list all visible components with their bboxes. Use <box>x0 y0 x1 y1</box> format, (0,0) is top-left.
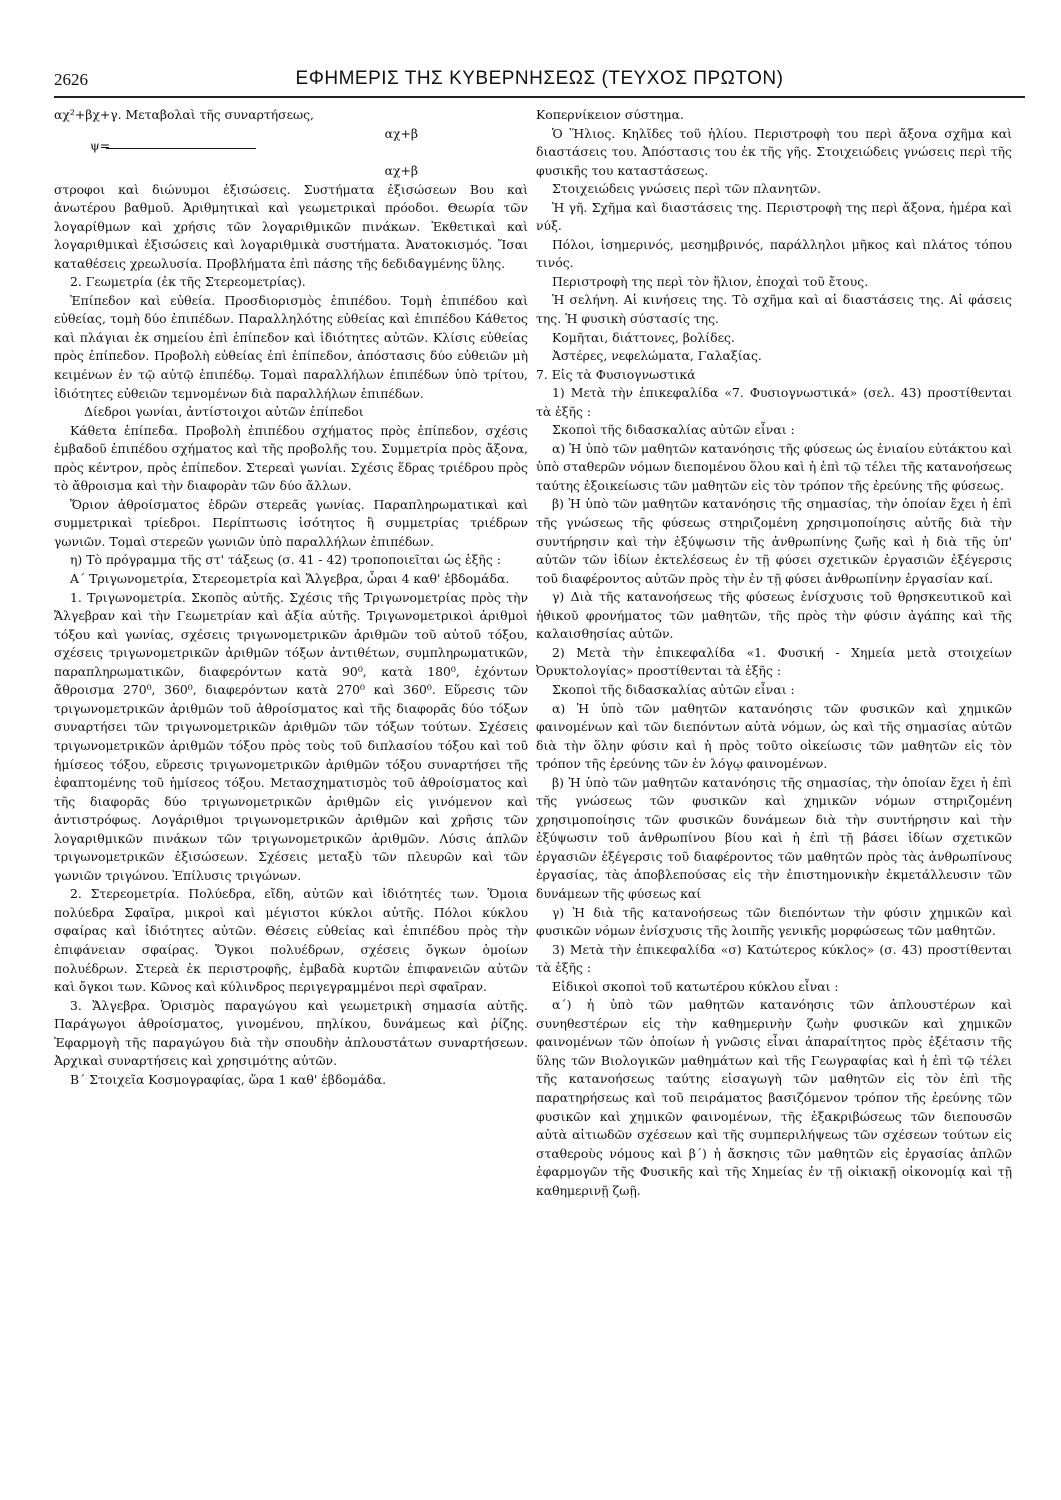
paragraph: Εἰδικοὶ σκοποὶ τοῦ κατωτέρου κύκλου εἶναι : <box>552 978 839 994</box>
paragraph: γ) Ἡ διὰ τῆς κατανοήσεως τῶν διεπόντων τὴν φύσιν χημικῶν καὶ φυσικῶν νόμων ἐνίσχυσις τῆς λοιπῆς γενικῆς μορφώσεως τῶν μαθητῶν. <box>536 904 1012 939</box>
right-column <box>536 106 1012 1476</box>
paragraph: η) Τὸ πρόγραμμα τῆς στ' τάξεως (σ. 41 - 42) τροποποιεῖται ὡς ἑξῆς : <box>70 552 501 568</box>
paragraph: 1. Τριγωνομετρία. Σκοπὸς αὐτῆς. Σχέσις τῆς Τριγωνομετρίας πρὸς τὴν Ἄλγεβραν καὶ τὴν Γεωμετρίαν καὶ ἀξία αὐτῆς. Τριγωνομετρικοὶ ἀριθμοὶ τόξου καὶ γωνίας, σχέσεις τριγωνομετρικῶν ἀριθμῶν τοῦ αὐτοῦ τόξου, σχέσεις τριγωνομετρικῶν ἀριθμῶν τόξων ἀντιθέτων, συμπληρωματικῶν, παραπληρωματικῶν, διαφερόντων κατὰ 90⁰, κατὰ 180⁰, ἐχόντων ἄθροισμα 270⁰, 360⁰, διαφερόντων κατὰ 270⁰ καὶ 360⁰. Εὕρεσις τῶν τριγωνομετρικῶν ἀριθμῶν τοῦ ἀθροίσματος καὶ τῆς διαφορᾶς δύο τόξων συναρτήσει τῶν τριγωνομετρικῶν ἀριθμῶν τῶν τόξων τούτων. Σχέσεις τριγωνομετρικῶν ἀριθμῶν τόξου πρὸς τοὺς τοῦ διπλασίου τόξου καὶ τοῦ ἡμίσεος τόξου, εὕρεσις τριγωνομετρικῶν ἀριθμῶν τόξου συναρτήσει τῆς ἐφαπτομένης τοῦ ἡμίσεος τόξου. Μετασχηματισμὸς τοῦ ἀθροίσματος καὶ τῆς διαφορᾶς δύο τριγωνομετρικῶν ἀριθμῶν εἰς γινόμενον καὶ ἀντιστρόφως. Λογάριθμοι τριγωνομετρικῶν ἀριθμῶν καὶ χρῆσις τῶν λογαριθμικῶν πινάκων τῶν τριγωνομετρικῶν ἀριθμῶν. Λύσις ἁπλῶν τριγωνομετρικῶν ἐξισώσεων. Σχέσεις μεταξὺ τῶν πλευρῶν καὶ τῶν γωνιῶν τριγώνου. Ἐπίλυσις τριγώνων. <box>54 589 528 883</box>
paragraph: α΄) ἡ ὑπὸ τῶν μαθητῶν κατανόησις τῶν ἁπλουστέρων καὶ συνηθεστέρων εἰς τὴν καθημερινὴν ζωὴν φυσικῶν καὶ χημικῶν φαινομένων τῶν ὁποίων ἡ γνῶσις εἶναι ἀπαραίτητος πρὸς ἐξέτασιν τῆς ὕλης τῶν Βιολογικῶν μαθημάτων καὶ τῆς Γεωγραφίας καὶ ἡ ἐπὶ τῷ τέλει τῆς κατανοήσεως ταύτης εἰσαγωγὴ τῶν μαθητῶν εἰς τὸν ἐπὶ τῆς παρατηρήσεως καὶ τοῦ πειράματος βασιζόμενον τρόπον τῆς ἐρεύνης τῶν φυσικῶν καὶ χημικῶν φαινομένων, τῆς ἐξακριβώσεως τῶν διεπουσῶν αὐτὰ αἰτιωδῶν σχέσεων καὶ τῆς συμπεριλήψεως τῶν σχέσεων τούτων εἰς σταθεροὺς νόμους καὶ β΄) ἡ ἄσκησις τῶν μαθητῶν εἰς ἐργασίας ἁπλῶν ἐφαρμογῶν τῆς Φυσικῆς καὶ τῆς Χημείας ἐν τῇ οἰκιακῇ οἰκονομίᾳ καὶ τῇ καθημερινῇ ζωῇ. <box>536 997 1012 1198</box>
formula-numerator: αχ+β <box>384 125 418 141</box>
paragraph: Α΄ Τριγωνομετρία, Στερεομετρία καὶ Ἄλγεβρα, ὧραι 4 καθ' ἑβδομάδα. <box>70 571 510 587</box>
paragraph: Ἡ σελήνη. Αἱ κινήσεις της. Τὸ σχῆμα καὶ αἱ διαστάσεις της. Αἱ φάσεις της. Ἡ φυσικὴ σύστασίς της. <box>536 292 1012 327</box>
paragraph: 2) Μετὰ τὴν ἐπικεφαλίδα «1. Φυσική - Χημεία μετὰ στοιχείων Ὀρυκτολογίας» προστίθενται τὰ ἑξῆς : <box>536 644 1012 679</box>
paragraph: α) Ἡ ὑπὸ τῶν μαθητῶν κατανόησις τῆς φύσεως ὡς ἑνιαίου εὐτάκτου καὶ ὑπὸ σταθερῶν νόμων διεπομένου ὅλου καὶ ἡ ἐπὶ τῷ τέλει τῆς κατανοήσεως ταύτης ἐξοικείωσις τῶν μαθητῶν εἰς τὸν τρόπον τῆς ἐρεύνης τῆς φύσεως. <box>536 440 1012 493</box>
formula-denominator: αχ+β <box>384 162 418 178</box>
paragraph: Σκοποὶ τῆς διδασκαλίας αὐτῶν εἶναι : <box>552 422 795 438</box>
paragraph: 3) Μετὰ τὴν ἐπικεφαλίδα «σ) Κατώτερος κύκλος» (σ. 43) προστίθενται τὰ ἑξῆς : <box>536 941 1012 976</box>
paragraph: β) Ἡ ὑπὸ τῶν μαθητῶν κατανόησις τῆς σημασίας, τὴν ὁποίαν ἔχει ἡ ἐπὶ τῆς γνώσεως τῆς φύσεως στηριζομένη χρησιμοποίησις αὐτῆς διὰ τὴν συντήρησιν καὶ τὴν ἐξύψωσιν τῆς ἀνθρωπίνης ζωῆς καὶ ἡ διὰ τῆς ὑπ' αὐτῶν τῶν ἰδίων ἐκτελέσεως ἐν τῇ φύσει σχετικῶν ἐργασιῶν ἐξέγερσις τοῦ διαφέροντος αὐτῶν πρὸς τὴν ἐν τῇ φύσει ἀνθρωπίνην ἐργασίαν καί. <box>536 496 1012 586</box>
gazette-title: ΕΦΗΜΕΡΙΣ ΤΗΣ ΚΥΒΕΡΝΗΣΕΩΣ (ΤΕΥΧΟΣ ΠΡΩΤΟΝ) <box>295 68 784 89</box>
paragraph: Ὁ Ἥλιος. Κηλῖδες τοῦ ἡλίου. Περιστροφὴ του περὶ ἄξονα σχῆμα καὶ διαστάσεις του. Ἀπόστασις του ἐκ τῆς γῆς. Στοιχειώδεις γνώσεις περὶ τῆς φυσικῆς του καταστάσεως. <box>536 125 1012 178</box>
paragraph: στροφοι καὶ διώνυμοι ἐξισώσεις. Συστήματα ἐξισώσεων Βου καὶ ἀνωτέρου βαθμοῦ. Ἀριθμητικαὶ καὶ γεωμετρικαὶ πρόοδοι. Θεωρία τῶν λογαρίθμων καὶ χρήσις τῶν λογαριθμικῶν πινάκων. Ἐκθετικαὶ καὶ λογαριθμικαὶ ἐξισώσεις καὶ λογαριθμικὰ συστήματα. Ἀνατοκισμός. Ἴσαι καταθέσεις χρεωλυσία. Προβλήματα ἐπὶ πάσης τῆς δεδιδαγμένης ὕλης. <box>54 181 528 271</box>
paragraph: Ἐπίπεδον καὶ εὐθεία. Προσδιορισμὸς ἐπιπέδου. Τομὴ ἐπιπέδου καὶ εὐθείας, τομὴ δύο ἐπιπέδων. Παραλληλότης εὐθείας καὶ ἐπιπέδου Κάθετος καὶ πλάγιαι ἐκ σημείου ἐπὶ ἐπίπεδον καὶ ἰδιότητες αὐτῶν. Κλίσις εὐθείας πρὸς ἐπίπεδον. Προβολὴ εὐθείας ἐπὶ ἐπίπεδον, ἀπόστασις δύο εὐθειῶν μὴ κειμένων ἐν τῷ αὐτῷ ἐπιπέδῳ. Τομαὶ παραλλήλων ἐπιπέδων ὑπὸ τρίτου, ἰδιότητες εὐθειῶν τεμνομένων διὰ παραλλήλων ἐπιπέδων. <box>54 292 528 401</box>
section-heading: 2. Γεωμετρία (ἐκ τῆς Στερεομετρίας). <box>70 274 306 290</box>
paragraph: Ὅριον ἀθροίσματος ἑδρῶν στερεᾶς γωνίας. Παραπληρωματικαὶ καὶ συμμετρικαὶ τρίεδροι. Περίπτωσις ἰσότητος ἢ συμμετρίας τριέδρων γωνιῶν. Τομαὶ στερεῶν γωνιῶν ὑπὸ παραλλήλων ἐπιπέδων. <box>54 496 528 549</box>
section-heading: Κοπερνίκειον σύστημα. <box>536 107 684 122</box>
paragraph: Κάθετα ἐπίπεδα. Προβολὴ ἐπιπέδου σχήματος πρὸς ἐπίπεδον, σχέσις ἐμβαδοῦ ἐπιπέδου σχήματος καὶ τῆς προβολῆς του. Συμμετρία πρὸς ἄξονα, πρὸς κέντρον, πρὸς ἐπίπεδον. Στερεαὶ γωνίαι. Σχέσις ἕδρας τριέδρου πρὸς τὸ ἄθροισμα καὶ τὴν διαφορὰν τῶν δύο ἄλλων. <box>54 422 528 494</box>
page-header <box>54 62 1025 96</box>
paragraph: Β΄ Στοιχεῖα Κοσμογραφίας, ὥρα 1 καθ' ἑβδομάδα. <box>70 1071 387 1087</box>
paragraph: β) Ἡ ὑπὸ τῶν μαθητῶν κατανόησις τῆς σημασίας, τὴν ὁποίαν ἔχει ἡ ἐπὶ τῆς γνώσεως τῶν φυσικῶν καὶ χημικῶν νόμων στηριζομένη χρησιμοποίησις τῶν φυσικῶν δυνάμεων διὰ τὴν συντήρησιν καὶ τὴν ἐξύψωσιν τοῦ ἀνθρωπίνου βίου καὶ ἡ ἐπὶ τῇ βάσει ἰδίων σχετικῶν ἐργασιῶν ἐξέγερσις τοῦ διαφέροντος τῶν μαθητῶν πρὸς τὰς ἀνθρωπίνους ἐργασίας, τὰς ἀποβλεπούσας εἰς τὴν ἐπιστημονικὴν ἐκμετάλλευσιν τῶν δυνάμεων τῆς φύσεως καί <box>536 774 1012 901</box>
section-heading: 7. Εἰς τὰ Φυσιογνωστικά <box>536 366 696 382</box>
page-number: 2626 <box>54 70 88 89</box>
paragraph: 3. Ἄλγεβρα. Ὁρισμὸς παραγώγου καὶ γεωμετρικὴ σημασία αὐτῆς. Παράγωγοι ἀθροίσματος, γινομένου, πηλίκου, δυνάμεως καὶ ῥίζης. Ἐφαρμογὴ τῆς παραγώγου διὰ τὴν σπουδὴν ἁπλουστάτων συναρτήσεων. Ἀρχικαὶ συναρτήσεις καὶ χρησιμότης αὐτῶν. <box>54 997 528 1069</box>
formula-lhs: ψ= <box>90 137 111 153</box>
paragraph: Δίεδροι γωνίαι, ἀντίστοιχοι αὐτῶν ἐπίπεδοι <box>84 404 364 420</box>
fraction-bar <box>106 148 256 149</box>
paragraph: Περιστροφὴ της περὶ τὸν ἥλιον, ἐποχαὶ τοῦ ἔτους. <box>552 273 869 289</box>
paragraph: Ἀστέρες, νεφελώματα, Γαλαξίας. <box>552 348 762 364</box>
paragraph: Ἡ γῆ. Σχῆμα καὶ διαστάσεις της. Περιστροφὴ της περὶ ἄξονα, ἡμέρα καὶ νύξ. <box>536 199 1012 234</box>
paragraph: Κομῆται, διάττονες, βολίδες. <box>552 329 735 345</box>
paragraph: Πόλοι, ἰσημερινός, μεσημβρινός, παράλληλοι μῆκος καὶ πλάτος τόπου τινός. <box>536 236 1012 271</box>
paragraph: α) Ἡ ὑπὸ τῶν μαθητῶν κατανόησις τῶν φυσικῶν καὶ χημικῶν φαινομένων καὶ τῶν διεπόντων αὐτὰ νόμων, ὡς καὶ τῆς σημασίας αὐτῶν διὰ τὴν ὅλην φύσιν καὶ ἡ πρὸς τοῦτο οἰκείωσις τῶν μαθητῶν εἰς τὸν τρόπον τῆς ἐρεύνης τῶν ἐν λόγῳ φαινομένων. <box>536 700 1012 772</box>
paragraph: Στοιχειώδεις γνώσεις περὶ τῶν πλανητῶν. <box>552 181 821 197</box>
paragraph: 1) Μετὰ τὴν ἐπικεφαλίδα «7. Φυσιογνωστικά» (σελ. 43) προστίθενται τὰ ἑξῆς : <box>536 385 1012 419</box>
paragraph: 2. Στερεομετρία. Πολύεδρα, εἴδη, αὐτῶν καὶ ἰδιότητές των. Ὅμοια πολύεδρα Σφαῖρα, μικροὶ καὶ μέγιστοι κύκλοι αὐτῆς. Πόλοι κύκλου σφαίρας καὶ ἰδιότητες αὐτῶν. Θέσεις εὐθείας καὶ ἐπιπέδου πρὸς τὴν ἐπιφάνειαν σφαίρας. Ὄγκοι πολυέδρων, σχέσεις ὄγκων ὁμοίων πολυέδρων. Στερεὰ ἐκ περιστροφῆς, ἐμβαδὰ κυρτῶν ἐπιφανειῶν αὐτῶν καὶ ὄγκοι των. Κῶνος καὶ κύλινδρος περιγεγραμμένοι περὶ σφαῖραν. <box>54 886 528 995</box>
left-column <box>54 106 528 1476</box>
paragraph: αχ²+βχ+γ. Μεταβολαὶ τῆς συναρτήσεως, <box>54 107 314 122</box>
paragraph: Σκοποὶ τῆς διδασκαλίας αὐτῶν εἶναι : <box>552 681 795 697</box>
header-rule <box>54 96 1025 98</box>
formula <box>54 125 528 181</box>
paragraph: γ) Διὰ τῆς κατανοήσεως τῆς φύσεως ἐνίσχυσις τοῦ θρησκευτικοῦ καὶ ἠθικοῦ φρονήματος τῶν μαθητῶν, τῆς πρὸς τὴν φύσιν ἀγάπης καὶ τῆς καλαισθησίας αὐτῶν. <box>536 589 1012 642</box>
